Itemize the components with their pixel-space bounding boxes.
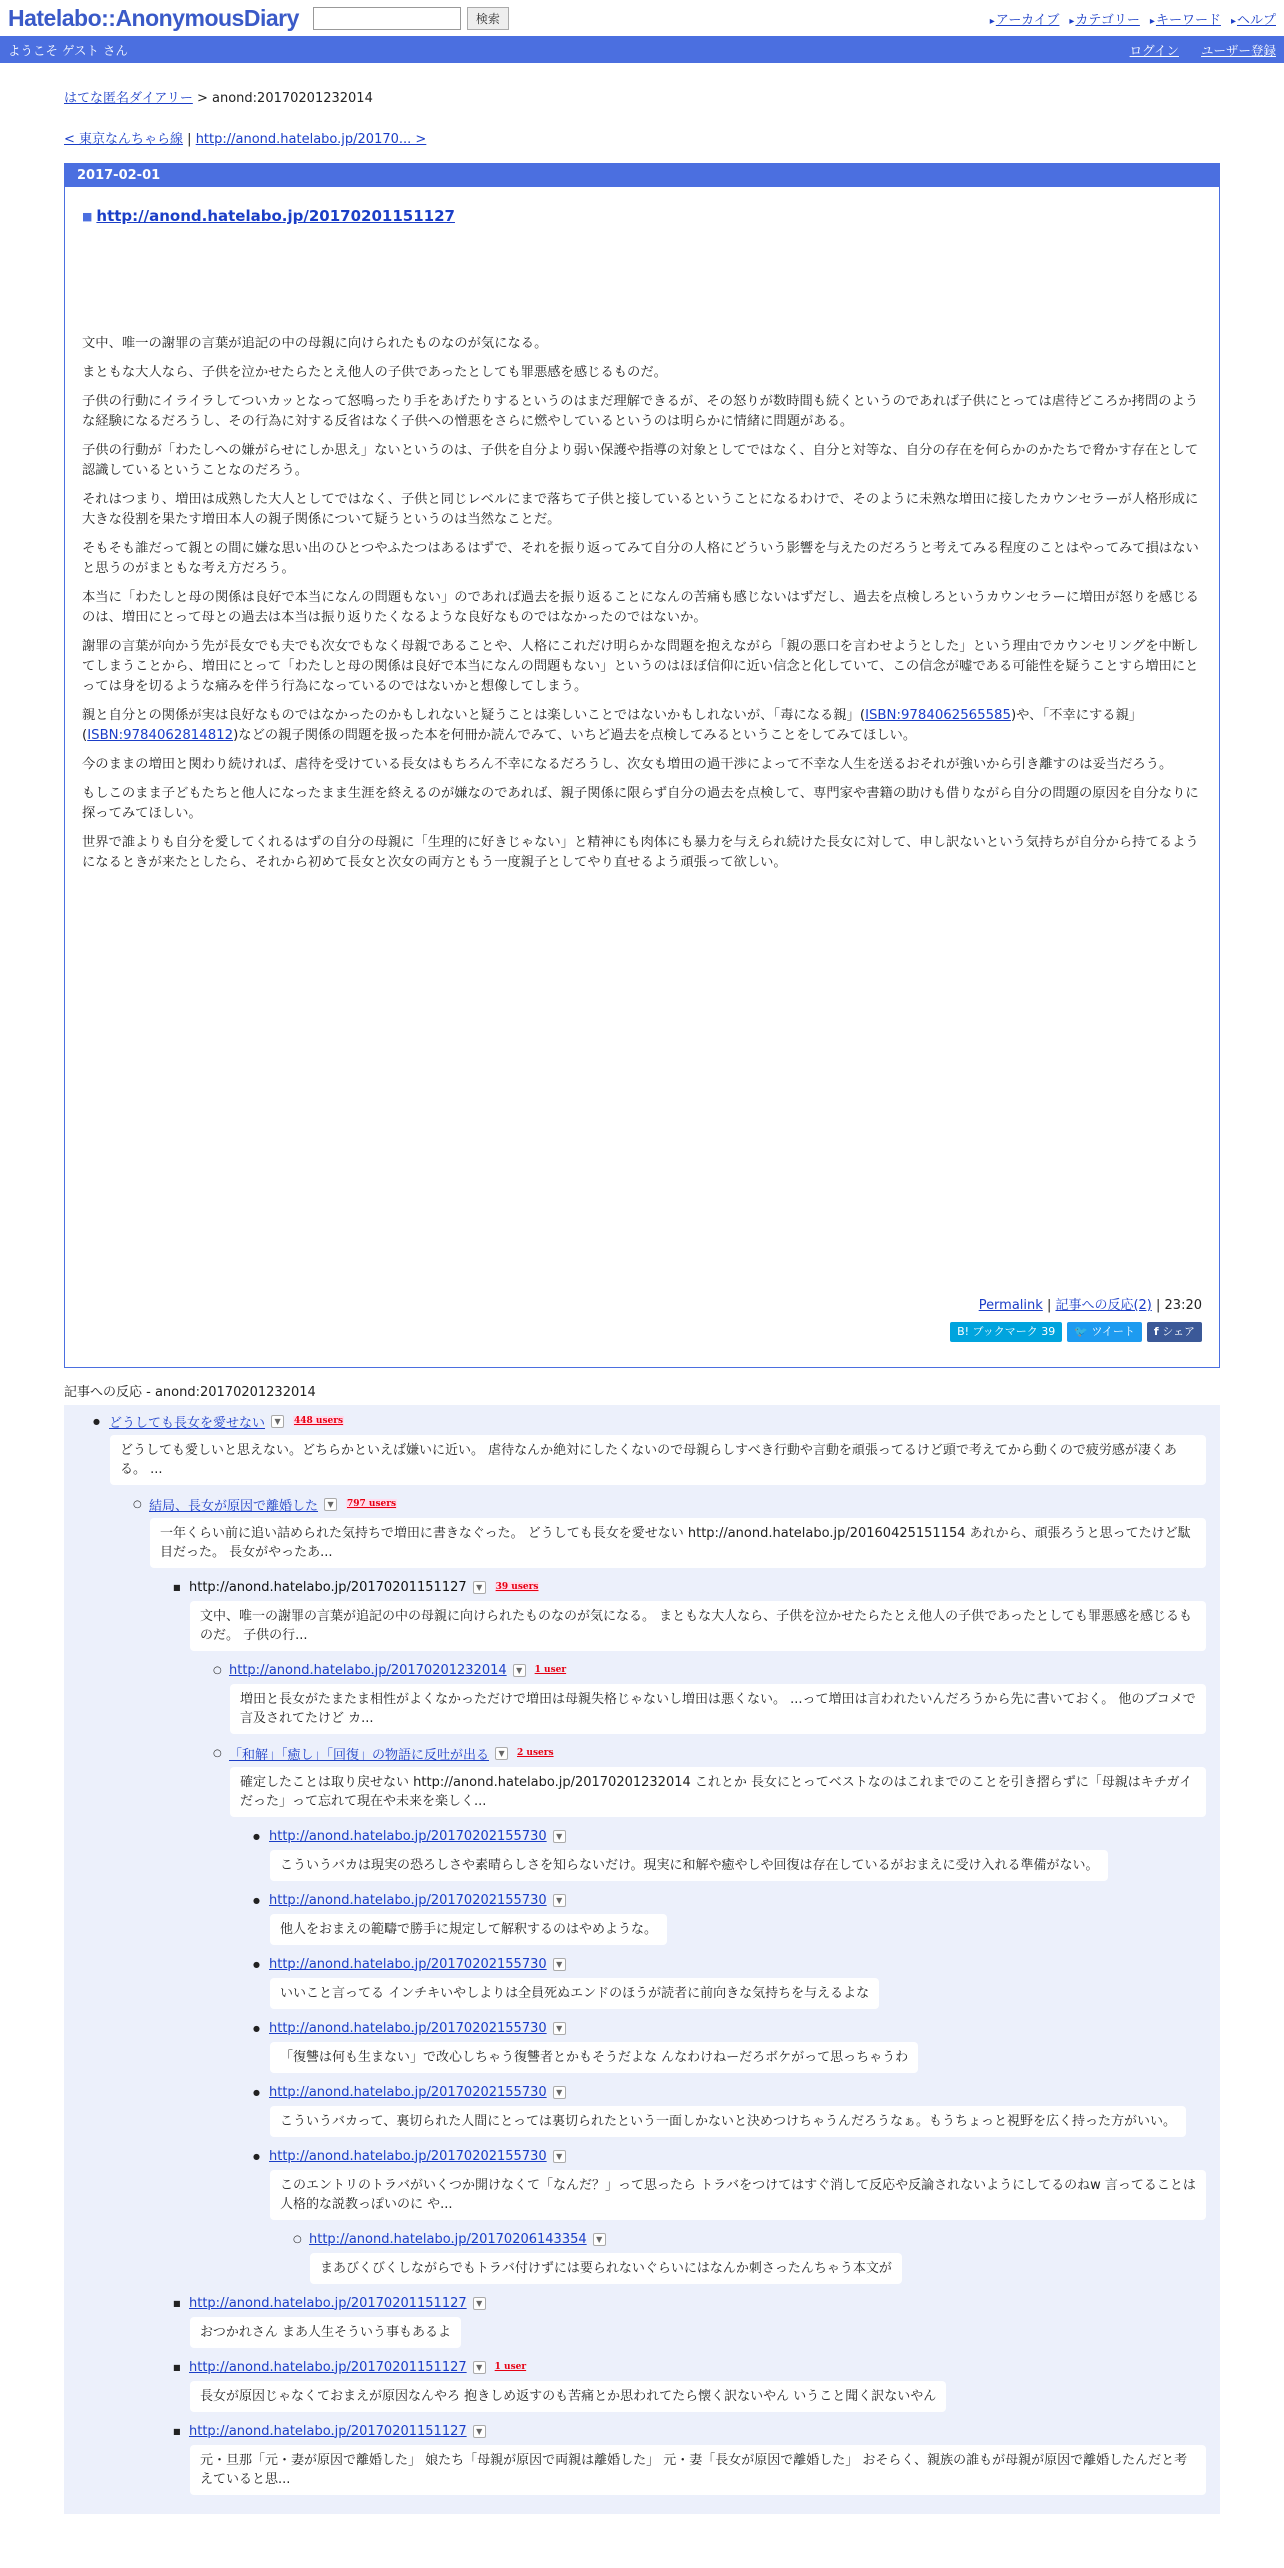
reaction-title-link[interactable]: http://anond.hatelabo.jp/20170201232014 <box>229 1662 507 1678</box>
expand-toggle-icon[interactable]: ▼ <box>513 1664 526 1677</box>
prev-entry-link[interactable]: < 東京なんちゃら線 <box>64 132 184 147</box>
reaction-title-link[interactable]: http://anond.hatelabo.jp/20170201151127 <box>189 1579 467 1595</box>
reaction-header <box>64 1660 1220 1680</box>
expand-toggle-icon[interactable]: ▼ <box>553 1958 566 1971</box>
list-bullet-icon: ■ <box>173 2298 181 2308</box>
square-bullet-icon: ■ <box>82 210 93 223</box>
breadcrumb-home-link[interactable]: はてな匿名ダイアリー <box>64 91 193 106</box>
list-bullet-icon: ■ <box>173 2426 181 2436</box>
reactions-link[interactable]: 記事への反応(2) <box>1055 1298 1152 1313</box>
expand-toggle-icon[interactable]: ▼ <box>473 2361 486 2374</box>
search-button[interactable]: 検索 <box>467 7 509 30</box>
expand-toggle-icon[interactable]: ▼ <box>271 1415 284 1428</box>
hatena-bookmark-button[interactable] <box>950 1322 1062 1342</box>
expand-toggle-icon[interactable]: ▼ <box>495 1747 508 1760</box>
main-content <box>64 87 1220 1368</box>
entry-date: 2017-02-01 <box>65 164 1219 187</box>
login-link[interactable]: ログイン <box>1129 42 1179 58</box>
bookmark-users-badge[interactable]: 448 users <box>294 1416 344 1426</box>
reaction-item <box>64 2146 1220 2220</box>
paragraph-text: )などの親子関係の問題を扱った本を何冊か読んでみて、いちど過去を点検してみるということをしてみてほしい。 <box>233 728 917 743</box>
paragraph-text: 親と自分との関係が実は良好なものではなかったのかもしれないと疑うことは楽しいことではないかもしれないが、「毒になる親」( <box>82 708 866 723</box>
list-bullet-icon: ○ <box>133 1498 142 1510</box>
reaction-header <box>64 2293 1220 2313</box>
isbn-link[interactable]: ISBN:9784062565585 <box>865 708 1011 723</box>
entry-paragraph <box>82 706 1203 746</box>
reaction-item <box>64 1494 1220 1568</box>
reaction-title-link[interactable]: http://anond.hatelabo.jp/20170202155730 <box>269 1892 547 1908</box>
reaction-item <box>64 1826 1220 1881</box>
reaction-title-link[interactable]: http://anond.hatelabo.jp/20170201151127 <box>189 2359 467 2375</box>
reaction-item <box>64 1743 1220 1817</box>
register-link[interactable]: ユーザー登録 <box>1200 42 1276 58</box>
nav-help-link[interactable]: ヘルプ <box>1236 12 1276 28</box>
reaction-title-link[interactable]: http://anond.hatelabo.jp/20170206143354 <box>309 2231 587 2247</box>
welcome-text: ようこそ ゲスト さん <box>8 42 128 58</box>
refs-wrapper <box>64 1381 1220 1400</box>
list-bullet-icon: ● <box>253 2023 260 2033</box>
reaction-excerpt: 確定したことは取り戻せない http://anond.hatelabo.jp/20170201232014 これとか 長女にとってベストなのはこれまでのことを引き摺らずに「母親はキチガイだった」って忘れて現在や未来を楽しく... <box>230 1767 1206 1817</box>
expand-toggle-icon[interactable]: ▼ <box>324 1498 337 1511</box>
reaction-title-link[interactable]: 「和解」「癒し」「回復」の物語に反吐が出る <box>229 1747 490 1763</box>
prev-next-nav <box>64 128 1220 147</box>
list-bullet-icon: ● <box>93 1416 100 1426</box>
search-input[interactable] <box>313 7 461 30</box>
breadcrumb <box>64 87 1220 106</box>
list-bullet-icon: ● <box>253 1831 260 1841</box>
entry-paragraph: もしこのまま子どもたちと他人になったまま生涯を終えるのが嫌なのであれば、親子関係に限らず自分の過去を点検して、専門家や書籍の助けも借りながら自分の問題の原因を自分なりに探ってみてほしい。 <box>82 786 1199 821</box>
reaction-header <box>64 1954 1220 1974</box>
entry-box <box>64 163 1220 1368</box>
list-bullet-icon: ● <box>253 1895 260 1905</box>
list-bullet-icon: ■ <box>173 1582 181 1592</box>
reaction-excerpt: 「復讐は何も生まない」で改心しちゃう復讐者とかもそうだよな んなわけねーだろボケがって思っちゃうわ <box>270 2042 918 2073</box>
reaction-title-link[interactable]: http://anond.hatelabo.jp/20170202155730 <box>269 1828 547 1844</box>
entry-paragraph: 子供の行動にイライラしてついカッとなって怒鳴ったり手をあげたりするというのはまだ理解できるが、その怒りが数時間も続くというのであれば子供にとっては虐待どころか拷問のような経験になるだろうし、その行為に対する反省はなく子供への憎悪をさらに燃やしているというのは明らかに情緒に問題がある。 <box>82 394 1199 429</box>
nav-keyword-link[interactable]: キーワード <box>1155 12 1221 28</box>
next-entry-link[interactable]: http://anond.hatelabo.jp/20170... > <box>195 132 427 147</box>
reaction-title-link[interactable]: どうしても長女を愛せない <box>109 1415 266 1431</box>
reaction-excerpt: このエントリのトラバがいくつか開けなくて「なんだ？」って思ったら トラバをつけてはすぐ消して反応や反論されないようにしてるのねw 言ってることは人格的な説教っぽいのに や... <box>270 2170 1206 2220</box>
reaction-excerpt: おつかれさん まあ人生そういう事もあるよ <box>190 2317 461 2348</box>
reaction-header <box>64 2082 1220 2102</box>
reaction-title-link[interactable]: 結局、長女が原因で離婚した <box>149 1498 319 1514</box>
reaction-excerpt: こういうバカって、裏切られた人間にとっては裏切られたという一面しかないと決めつけちゃうんだろうなぁ。もうちょっと視野を広く持った方がいい。 <box>270 2106 1186 2137</box>
reaction-excerpt: 一年くらい前に追い詰められた気持ちで増田に書きなぐった。 どうしても長女を愛せない http://anond.hatelabo.jp/20160425151154 あれから、頑張ろうと思ってたけど駄目だった。 長女がやったあ... <box>150 1518 1206 1568</box>
prev-next-separator: | <box>183 132 196 147</box>
entry-paragraph: 子供の行動が「わたしへの嫌がらせにしか思え」ないというのは、子供を自分より弱い保護や指導の対象としてではなく、自分と対等な、自分の存在を何らかのかたちで脅かす存在として認識しているということなのだろう。 <box>82 443 1199 478</box>
header-bar <box>0 0 1284 36</box>
nav-archive-link[interactable]: アーカイブ <box>995 12 1060 28</box>
expand-toggle-icon[interactable]: ▼ <box>553 1894 566 1907</box>
breadcrumb-separator: > <box>192 91 213 106</box>
expand-toggle-icon[interactable]: ▼ <box>553 2022 566 2035</box>
reaction-header <box>64 1743 1220 1763</box>
entry-paragraph: 今のままの増田と関わり続ければ、虐待を受けている長女はもちろん不幸になるだろうし、次女も増田の過干渉によって不幸な人生を送るおそれが強いから引き離すのは妥当だろう。 <box>82 757 1173 772</box>
reaction-item <box>64 1954 1220 2009</box>
share-label: シェア <box>1162 1325 1195 1338</box>
reaction-excerpt: いいこと言ってる インチキいやしよりは全員死ぬエンドのほうが読者に前向きな気持ちを与えるよな <box>270 1978 879 2009</box>
footer-separator: | <box>1042 1298 1056 1313</box>
reaction-header <box>64 1411 1220 1431</box>
reaction-excerpt: 他人をおまえの範疇で勝手に規定して解釈するのはやめような。 <box>270 1914 667 1945</box>
list-bullet-icon: ● <box>253 1959 260 1969</box>
share-buttons <box>950 1322 1202 1342</box>
welcome-bar <box>0 36 1284 63</box>
reaction-item <box>64 1890 1220 1945</box>
reaction-item <box>64 2082 1220 2137</box>
reaction-title-link[interactable]: http://anond.hatelabo.jp/20170202155730 <box>269 2148 547 2164</box>
reaction-title-link[interactable]: http://anond.hatelabo.jp/20170201151127 <box>189 2295 467 2311</box>
reaction-item <box>64 2357 1220 2412</box>
reaction-excerpt: 長女が原因じゃなくておまえが原因なんやろ 抱きしめ返すのも苦痛とか思われてたら懐く訳ないやん いうこと聞く訳ないやん <box>190 2381 946 2412</box>
expand-toggle-icon[interactable]: ▼ <box>553 1830 566 1843</box>
reaction-excerpt: 元・旦那「元・妻が原因で離婚した」 娘たち「母親が原因で両親は離婚した」 元・妻「長女が原因で離婚した」 おそらく、親族の誰もが母親が原因で離婚したんだと考えていると思... <box>190 2445 1206 2495</box>
reaction-item <box>64 1411 1220 1485</box>
reaction-title-link[interactable]: http://anond.hatelabo.jp/20170202155730 <box>269 2020 547 2036</box>
twitter-bird-icon: 🐦 <box>1074 1325 1088 1338</box>
expand-toggle-icon[interactable]: ▼ <box>473 2425 486 2438</box>
reaction-item <box>64 2293 1220 2348</box>
reaction-item <box>64 2421 1220 2495</box>
hatena-bookmark-label: B! ブックマーク <box>957 1325 1038 1338</box>
bookmark-users-badge[interactable]: 1 user <box>534 1665 567 1675</box>
nav-category-link[interactable]: カテゴリー <box>1075 12 1140 28</box>
reaction-header <box>64 2421 1220 2441</box>
bookmark-users-badge[interactable]: 39 users <box>495 1582 539 1592</box>
list-bullet-icon: ● <box>253 2087 260 2097</box>
facebook-share-button[interactable] <box>1147 1322 1202 1342</box>
reaction-header <box>64 2229 1220 2249</box>
list-bullet-icon: ○ <box>213 1747 222 1759</box>
reaction-excerpt: まあびくびくしながらでもトラバ付けずには要られないぐらいにはなんか刺さったんちゃう本文が <box>310 2253 902 2284</box>
reaction-item <box>64 2018 1220 2073</box>
list-bullet-icon: ○ <box>213 1664 222 1676</box>
reaction-item <box>64 1577 1220 1651</box>
reaction-header <box>64 2018 1220 2038</box>
reactions-heading: 記事への反応 - anond:20170201232014 <box>64 1385 316 1400</box>
tweet-button[interactable] <box>1067 1322 1142 1342</box>
entry-paragraph: まともな大人なら、子供を泣かせたらたとえ他人の子供であったとしても罪悪感を感じるものだ。 <box>82 365 667 380</box>
isbn-link[interactable]: ISBN:9784062814812 <box>87 728 234 743</box>
reaction-item <box>64 1660 1220 1734</box>
reaction-excerpt: 増田と長女がたまたま相性がよくなかっただけで増田は母親失格じゃないし増田は悪くない。 ...って増田は言われたいんだろうから先に書いておく。 他のブコメで言及されてたけど カ... <box>230 1684 1206 1734</box>
breadcrumb-current: anond:20170201232014 <box>212 91 373 106</box>
reaction-excerpt: 文中、唯一の謝罪の言葉が追記の中の母親に向けられたものなのが気になる。 まともな大人なら、子供を泣かせたらたとえ他人の子供であったとしても罪悪感を感じるものだ。 子供の行... <box>190 1601 1206 1651</box>
entry-body <box>65 207 1219 1367</box>
tweet-label: ツイート <box>1091 1325 1135 1338</box>
reaction-title-link[interactable]: http://anond.hatelabo.jp/20170202155730 <box>269 1956 547 1972</box>
reaction-excerpt: こういうバカは現実の恐ろしさや素晴らしさを知らないだけ。現実に和解や癒やしや回復は存在しているがおまえに受け入れる準備がない。 <box>270 1850 1108 1881</box>
reaction-header <box>64 2357 1220 2377</box>
reaction-title-link[interactable]: http://anond.hatelabo.jp/20170201151127 <box>189 2423 467 2439</box>
bookmark-users-badge[interactable]: 797 users <box>347 1499 397 1509</box>
expand-toggle-icon[interactable]: ▼ <box>473 2297 486 2310</box>
entry-paragraph: そもそも誰だって親との間に嫌な思い出のひとつやふたつはあるはずで、それを振り返ってみて自分の人格にどういう影響を与えたのだろうと考えてみる程度のことはやってみて損はないと思うのがまともな考え方だろう。 <box>82 541 1199 576</box>
entry-paragraph: 謝罪の言葉が向かう先が長女でも夫でも次女でもなく母親であることや、人格にこれだけ明らかな問題を抱えながら「親の悪口を言わせようとした」という理由でカウンセリングを中断してしまうことから、増田にとって「わたしと母の関係は良好で本当になんの問題もない」というのはほぼ信仰に近い信念と化していて、この信念が嘘である可能性を疑うことすら増田にとっては身を切るような痛みを伴う行為になっているのではないかと想像してしまう。 <box>82 639 1199 694</box>
entry-title <box>82 207 1203 225</box>
bookmark-users-badge[interactable]: 2 users <box>517 1748 554 1758</box>
bookmark-users-badge[interactable]: 1 user <box>494 2362 527 2372</box>
entry-paragraph: それはつまり、増田は成熟した大人としてではなく、子供と同じレベルにまで落ちて子供と接しているということになるわけで、そのように未熟な増田に接したカウンセラーが人格形成に大きな役割を果たす増田本人の親子関係について疑うというのは当然なことだ。 <box>82 492 1199 527</box>
bookmark-count: 39 <box>1041 1325 1056 1338</box>
list-bullet-icon: ● <box>253 2151 260 2161</box>
expand-toggle-icon[interactable]: ▼ <box>593 2233 606 2246</box>
entry-time: | 23:20 <box>1151 1298 1202 1313</box>
entry-title-link[interactable]: http://anond.hatelabo.jp/20170201151127 <box>96 207 455 225</box>
reaction-item <box>64 2229 1220 2284</box>
list-bullet-icon: ○ <box>293 2233 302 2245</box>
expand-toggle-icon[interactable]: ▼ <box>553 2150 566 2163</box>
entry-paragraph: 文中、唯一の謝罪の言葉が追記の中の母親に向けられたものなのが気になる。 <box>82 336 548 351</box>
reaction-excerpt: どうしても愛しいと思えない。どちらかといえば嫌いに近い。 虐待なんか絶対にしたくないので母親らしすべき行動や言動を頑張ってるけど頭で考えてから動くので疲労感が凄くある。 ... <box>110 1435 1206 1485</box>
site-logo[interactable]: Hatelabo::AnonymousDiary <box>8 4 299 31</box>
facebook-icon: f <box>1153 1325 1159 1338</box>
expand-toggle-icon[interactable]: ▼ <box>553 2086 566 2099</box>
reaction-header <box>64 1890 1220 1910</box>
reaction-header <box>64 1494 1220 1514</box>
paragraph-text: )や、「不幸にする親」( <box>82 708 1143 743</box>
reaction-header <box>64 2146 1220 2166</box>
entry-paragraph: 本当に「わたしと母の関係は良好で本当になんの問題もない」のであれば過去を振り返ることになんの苦痛も感じないはずだし、過去を点検しろというカウンセラーに増田が怒りを感じるのは、増田にとって母との過去は本当は振り返りたくなるような良好なものではなかったのではないか。 <box>82 590 1199 625</box>
reaction-header <box>64 1826 1220 1846</box>
entry-text <box>82 334 1203 873</box>
entry-footer <box>979 1294 1202 1313</box>
expand-toggle-icon[interactable]: ▼ <box>473 1581 486 1594</box>
top-nav <box>990 9 1276 28</box>
list-bullet-icon: ■ <box>173 2362 181 2372</box>
entry-paragraph: 世界で誰よりも自分を愛してくれるはずの自分の母親に「生理的に好きじゃない」と精神にも肉体にも暴力を与えられ続けた長女に対して、申し訳ないという気持ちが自分から持てるようになるときが来たとしたら、それから初めて長女と次女の両方ともう一度親子としてやり直せるよう頑張って欲しい。 <box>82 835 1199 870</box>
reactions-tree <box>64 1405 1220 2514</box>
reaction-header <box>64 1577 1220 1597</box>
permalink-link[interactable]: Permalink <box>978 1298 1043 1313</box>
reaction-title-link[interactable]: http://anond.hatelabo.jp/20170202155730 <box>269 2084 547 2100</box>
